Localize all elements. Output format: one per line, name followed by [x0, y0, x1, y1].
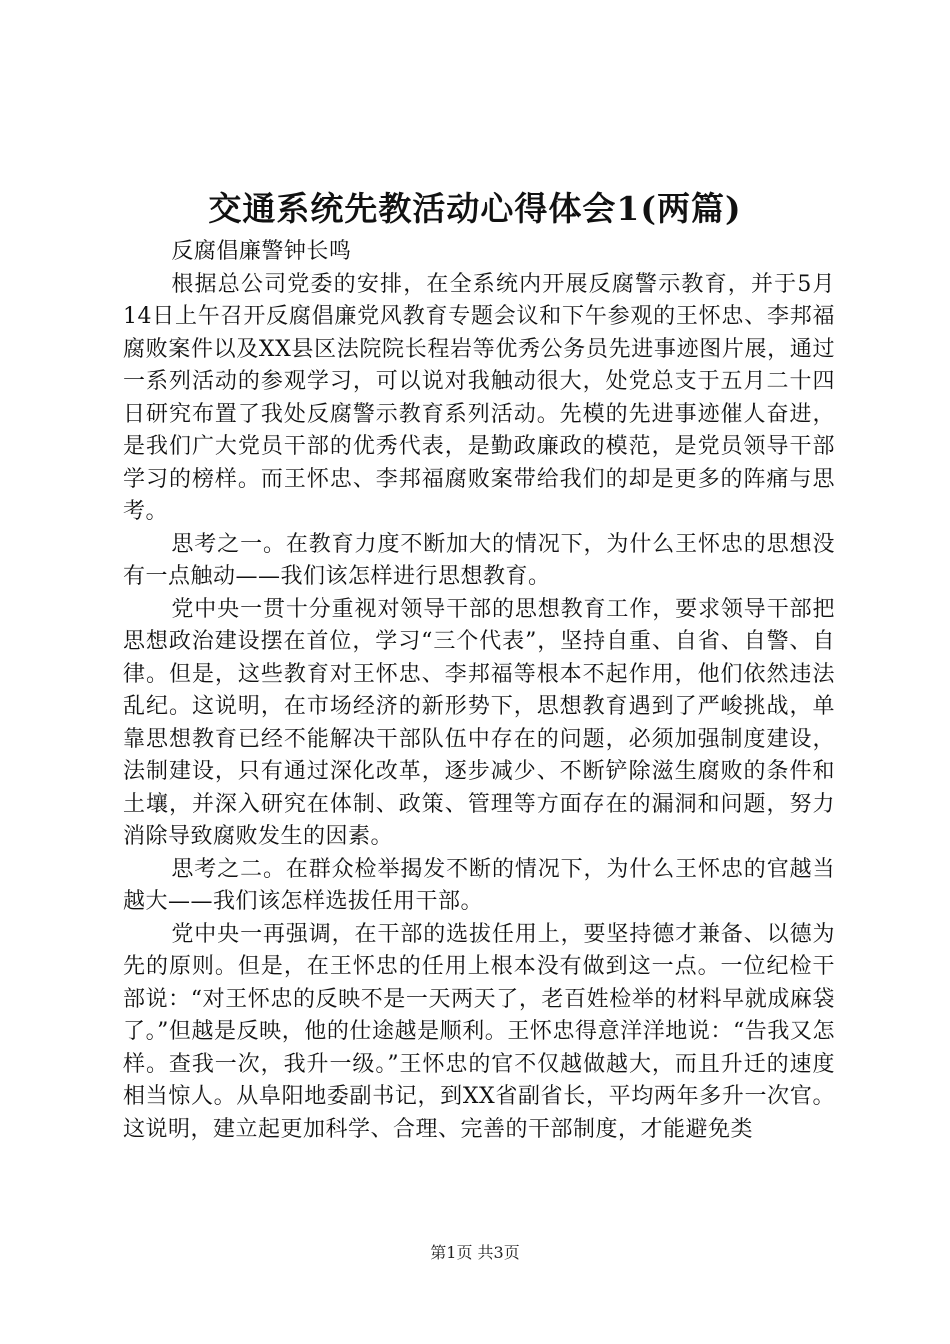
page-footer: 第1页 共3页 [430, 1243, 520, 1262]
paragraph-subtitle: 反腐倡廉警钟长鸣 [171, 239, 352, 264]
document-body [123, 236, 835, 1146]
paragraph: 党中央一再强调，在干部的选拔任用上，要坚持德才兼备、以德为先的原则。但是，在王怀忠的任用上根本没有做到这一点。一位纪检干部说：“对王怀忠的反映不是一天两天了，老百姓检举的材料早就成麻袋了。”但越是反映，他的仕途越是顺利。王怀忠得意洋洋地说：“告我又怎样。查我一次，我升一级。”王怀忠的官不仅越做越大，而且升迁的速度相当惊人。从阜阳地委副书记，到XX省副省长，平均两年多升一次官。这说明，建立起更加科学、合理、完善的干部制度，才能避免类 [123, 921, 835, 1142]
paragraph: 思考之一。在教育力度不断加大的情况下，为什么王怀忠的思想没有一点触动——我们该怎样进行思想教育。 [123, 531, 835, 589]
paragraph: 思考之二。在群众检举揭发不断的情况下，为什么王怀忠的官越当越大——我们该怎样选拔任用干部。 [123, 856, 835, 914]
document-title: 交通系统先教活动心得体会1(两篇) [208, 189, 742, 228]
paragraph: 党中央一贯十分重视对领导干部的思想教育工作，要求领导干部把思想政治建设摆在首位，学习“三个代表”，坚持自重、自省、自警、自律。但是，这些教育对王怀忠、李邦福等根本不起作用，他们依然违法乱纪。这说明，在市场经济的新形势下，思想教育遇到了严峻挑战，单靠思想教育已经不能解决干部队伍中存在的问题，必须加强制度建设，法制建设，只有通过深化改革，逐步减少、不断铲除滋生腐败的条件和土壤，并深入研究在体制、政策、管理等方面存在的漏洞和问题，努力消除导致腐败发生的因素。 [123, 596, 835, 849]
paragraph: 根据总公司党委的安排，在全系统内开展反腐警示教育，并于5月14日上午召开反腐倡廉党风教育专题会议和下午参观的王怀忠、李邦福腐败案件以及XX县区法院院长程岩等优秀公务员先进事迹图片展，通过一系列活动的参观学习，可以说对我触动很大，处党总支于五月二十四日研究布置了我处反腐警示教育系列活动。先模的先进事迹催人奋进，是我们广大党员干部的优秀代表，是勤政廉政的模范，是党员领导干部学习的榜样。而王怀忠、李邦福腐败案带给我们的却是更多的阵痛与思考。 [123, 271, 835, 524]
